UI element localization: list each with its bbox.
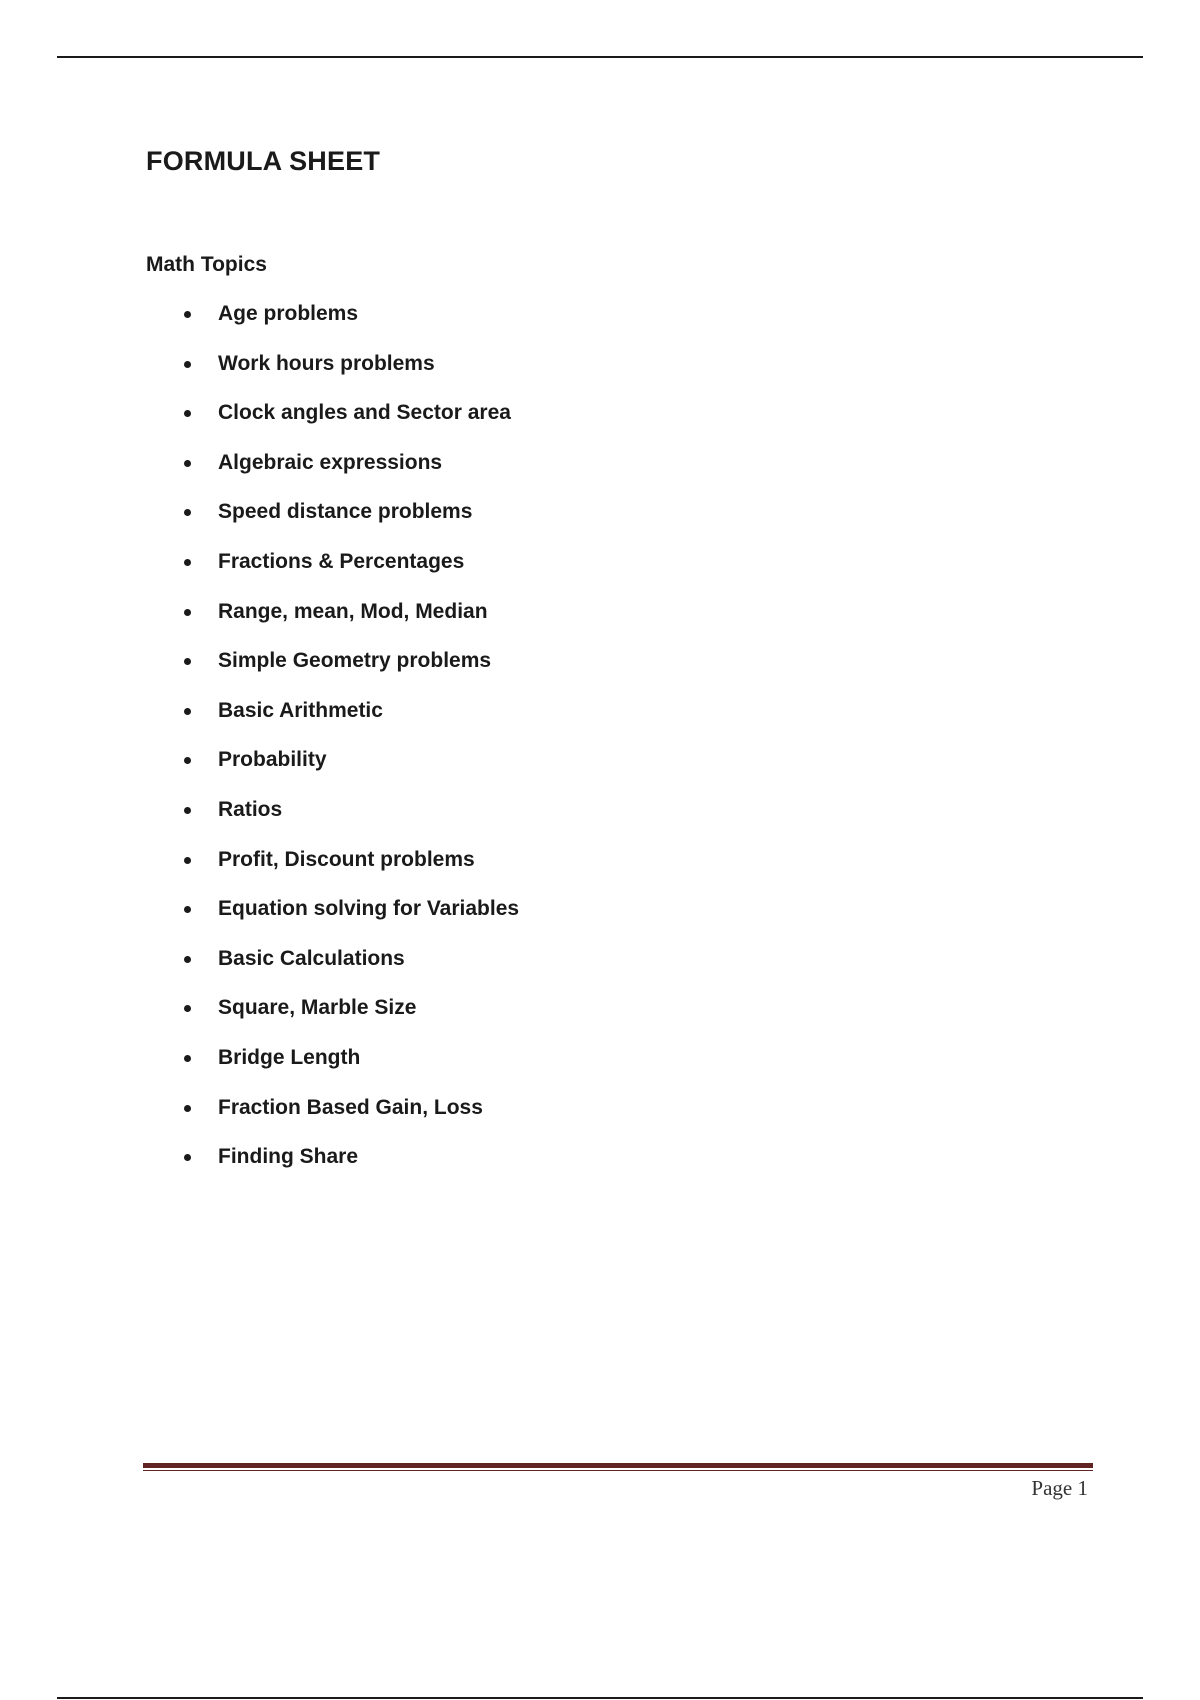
bullet-icon [184,708,191,715]
bullet-icon [184,757,191,764]
bullet-icon [184,658,191,665]
page-title: FORMULA SHEET [146,146,381,176]
page-number: Page 1 [1031,1476,1088,1500]
topic-label: Equation solving for Variables [218,897,520,921]
topic-label: Clock angles and Sector area [218,401,511,425]
topic-label: Finding Share [218,1145,359,1169]
topic-label: Fraction Based Gain, Loss [218,1095,483,1119]
topic-label: Bridge Length [218,1045,361,1069]
topic-label: Profit, Discount problems [218,847,475,871]
topic-label: Fractions & Percentages [218,549,465,573]
bullet-icon [184,410,191,417]
bullet-icon [184,906,191,913]
bullet-icon [184,1105,191,1112]
topic-label: Square, Marble Size [218,996,417,1020]
bullet-icon [184,311,191,318]
topic-label: Speed distance problems [218,500,473,524]
topic-label: Basic Calculations [218,946,405,970]
topic-label: Ratios [218,797,283,821]
page-bottom-border [57,1697,1143,1699]
bullet-icon [184,609,191,616]
bullet-icon [184,857,191,864]
bullet-icon [184,1005,191,1012]
topic-label: Algebraic expressions [218,450,443,474]
topic-label: Work hours problems [218,351,435,375]
topic-label: Basic Arithmetic [218,698,383,722]
bullet-icon [184,509,191,516]
bullet-icon [184,361,191,368]
topic-label: Probability [218,748,327,772]
footer-rule-thin [143,1470,1093,1471]
page-top-border [57,56,1143,58]
bullet-icon [184,1154,191,1161]
bullet-icon [184,559,191,566]
bullet-icon [184,1055,191,1062]
topic-label: Simple Geometry problems [218,649,492,673]
bullet-icon [184,807,191,814]
section-heading: Math Topics [146,253,267,276]
topic-label: Range, mean, Mod, Median [218,599,488,623]
topic-label: Age problems [218,302,359,325]
bullet-icon [184,460,191,467]
footer-rule [143,1463,1093,1468]
bullet-icon [184,956,191,963]
